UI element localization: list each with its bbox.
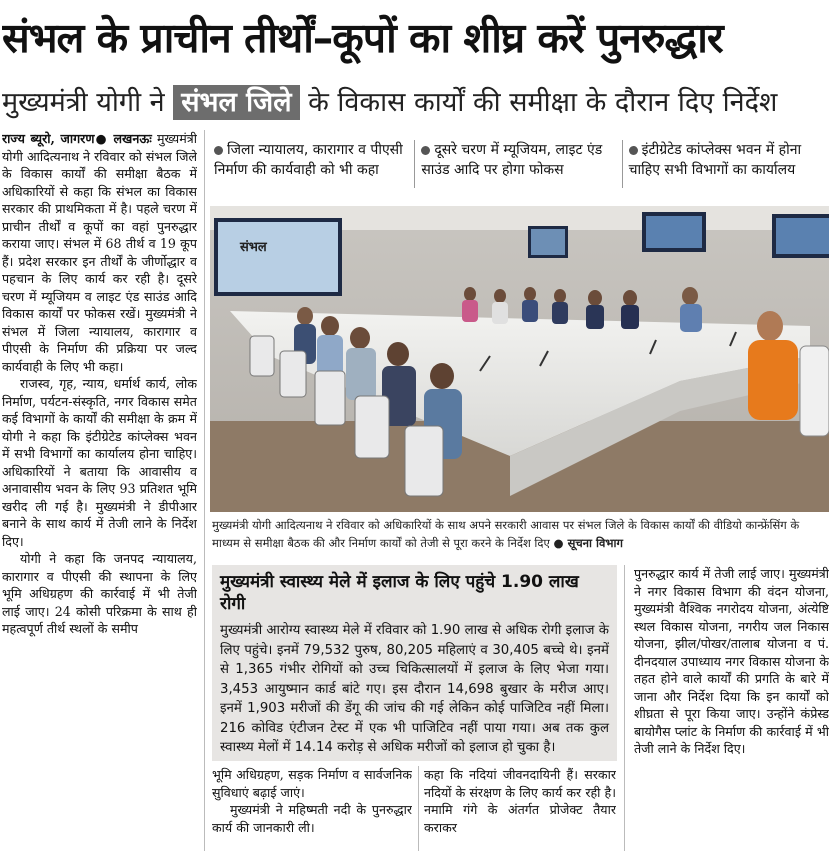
bullet-text: दूसरे चरण में म्यूजियम, लाइट एंड साउंड आदि पर होगा फोकस xyxy=(421,142,603,178)
bullet-dot-icon xyxy=(629,146,638,155)
mid1-paragraph-2: मुख्यमंत्री ने महिष्मती नदी के पुनरुद्धार कार्य की जानकारी ली। xyxy=(212,802,412,835)
subhead-highlight: संभल जिले xyxy=(173,85,299,120)
highlight-bullets xyxy=(208,140,829,188)
left-paragraph-2: राजस्व, गृह, न्याय, धर्मार्थ कार्य, लोक निर्माण, पर्यटन-संस्कृति, नगर विकास समेत कई विभागों के कार्यों की समीक्षा के क्रम में योगी ने कहा कि इंटीग्रेटेड कांप्लेक्स भवन में सभी विभागों का कार्यालय होना चाहिए। अधिकारियों ने बताया कि आवासीय व अनावासीय भवन के लिए 93 प्रतिशत भूमि खरीद ली गई है। मुख्यमंत्री ने डीपीआर बनाने के साथ कार्य में तेजी लाने के निर्देश दिए। xyxy=(2,376,197,549)
screen-label: संभल xyxy=(240,240,267,255)
bullet-item xyxy=(622,140,829,188)
meeting-photo-illustration xyxy=(210,206,829,512)
box-title: मुख्यमंत्री स्वास्थ्य मेले में इलाज के लिए पहुंचे 1.90 लाख रोगी xyxy=(220,572,579,614)
mid2-paragraph-1: कहा कि नदियां जीवनदायिनी हैं। सरकार नदियों के संरक्षण के लिए कार्य कर रही है। नमामि गंगे के अंतर्गत प्रोजेक्ट तैयार कराकर xyxy=(424,767,616,835)
bullet-item xyxy=(414,140,621,188)
photo-credit: ● सूचना विभाग xyxy=(553,536,623,550)
health-fair-box xyxy=(212,565,617,761)
column-divider xyxy=(624,565,625,851)
subhead-after: के विकास कार्यों की समीक्षा के दौरान दिए निर्देश xyxy=(299,87,778,118)
bullet-dot-icon xyxy=(421,146,430,155)
left-article-column xyxy=(2,130,197,850)
bullet-dot-icon xyxy=(214,146,223,155)
mid1-paragraph-1: भूमि अधिग्रहण, सड़क निर्माण व सार्वजनिक सुविधाएं बढ़ाई जाएं। xyxy=(212,767,412,800)
middle-column-2 xyxy=(424,766,616,851)
bullet-text: जिला न्यायालय, कारागार व पीएसी निर्माण की कार्यवाही को भी कहा xyxy=(214,142,403,178)
right-paragraph-1: पुनरुद्धार कार्य में तेजी लाई जाए। मुख्यमंत्री ने नगर विकास विभाग की वंदन योजना, मुख्यमंत्री वैश्विक नगरोदय योजना, अंत्येष्टि स्थल विकास योजना, नगरीय जल निकास योजना, झील/पोखर/तालाब योजना व पं. दीनदयाल उपाध्याय नगर विकास योजना के तहत होने वाले कार्यों की प्रगति के बारे में जाना और निर्देश दिया कि इन कार्यों को शीघ्रता से पूरा किया जाए। उन्होंने कंप्रेस्ड बायोगैस प्लांट के निर्माण की कार्रवाई में भी तेजी लाने के निर्देश दिए। xyxy=(634,566,829,756)
subhead-before: मुख्यमंत्री योगी ने xyxy=(2,87,174,118)
left-paragraph-3: योगी ने कहा कि जनपद न्यायालय, कारागार व पीएसी की स्थापना के लिए भूमि अधिग्रहण की कार्रवाई में भी तेजी लाई जाए। 24 कोसी परिक्रमा के साथ ही महत्वपूर्ण तीर्थ स्थलों के समीप xyxy=(2,551,197,636)
photo-caption xyxy=(212,516,829,556)
box-body: मुख्यमंत्री आरोग्य स्वास्थ्य मेले में रविवार को 1.90 लाख से अधिक रोगी इलाज के लिए पहुंचे। इनमें 79,532 पुरुष, 80,205 महिलाएं व 30,405 बच्चे थे। इनमें से 1,365 गंभीर रोगियों को उच्च चिकित्सालयों में इलाज के लिए भेजा गया। 3,453 आयुष्मान कार्ड बांटे गए। इस दौरान 14,698 बुखार के मरीज आए। इनमें 1,903 मरीजों की डेंगू की जांच की गई लेकिन कोई पाजिटिव नहीं मिला। 216 कोविड एंटीजन टेस्ट में एक भी पाजिटिव नहीं पाया गया। अब तक कुल स्वास्थ्य मेलों में 14.14 करोड़ से अधिक मरीजों को इलाज हो चुका है। xyxy=(220,623,609,755)
bullet-item xyxy=(208,140,414,188)
headline: संभल के प्राचीन तीर्थों–कूपों का शीघ्र करें पुनरुद्धार xyxy=(2,14,723,62)
bullet-text: इंटीग्रेटेड कांप्लेक्स भवन में होना चाहिए सभी विभागों का कार्यालय xyxy=(628,142,802,178)
left-paragraph-1: मुख्यमंत्री योगी आदित्यनाथ ने रविवार को संभल जिले के विकास कार्यों की समीक्षा बैठक में अधिकारियों से कहा कि संभल का विकास सरकार की प्राथमिकता में है। पहले चरण में प्राचीन तीर्थों व कूपों का वहां पुनरुद्धार कराया जाए। संभल में 68 तीर्थ व 19 कूप हैं। प्रदेश सरकार इन तीर्थों के जीर्णोद्धार व पहचान के लिए कार्य कर रही है। दूसरे चरण में म्यूजियम व लाइट एंड साउंड आदि विकास कार्यों पर फोकस रखें। मुख्यमंत्री ने संभल में जिला न्यायालय, कारागार व पीएसी के निर्माण की प्रक्रिया पर जल्द कार्यवाही के लिए भी कहा। xyxy=(2,131,197,374)
dateline: राज्य ब्यूरो, जागरण● लखनऊः xyxy=(2,131,152,146)
column-divider xyxy=(204,130,205,851)
middle-column-1 xyxy=(212,766,412,851)
meeting-photo xyxy=(210,206,829,512)
subheadline xyxy=(2,80,828,126)
column-divider xyxy=(418,766,419,851)
caption-text: मुख्यमंत्री योगी आदित्यनाथ ने रविवार को अधिकारियों के साथ अपने सरकारी आवास पर संभल जिले के विकास कार्यों की वीडियो कान्फ्रेंसिंग के माध्यम से समीक्षा बैठक की और निर्माण कार्यों को तेजी से पूरा करने के निर्देश दिए xyxy=(212,518,800,550)
right-column xyxy=(634,565,829,851)
